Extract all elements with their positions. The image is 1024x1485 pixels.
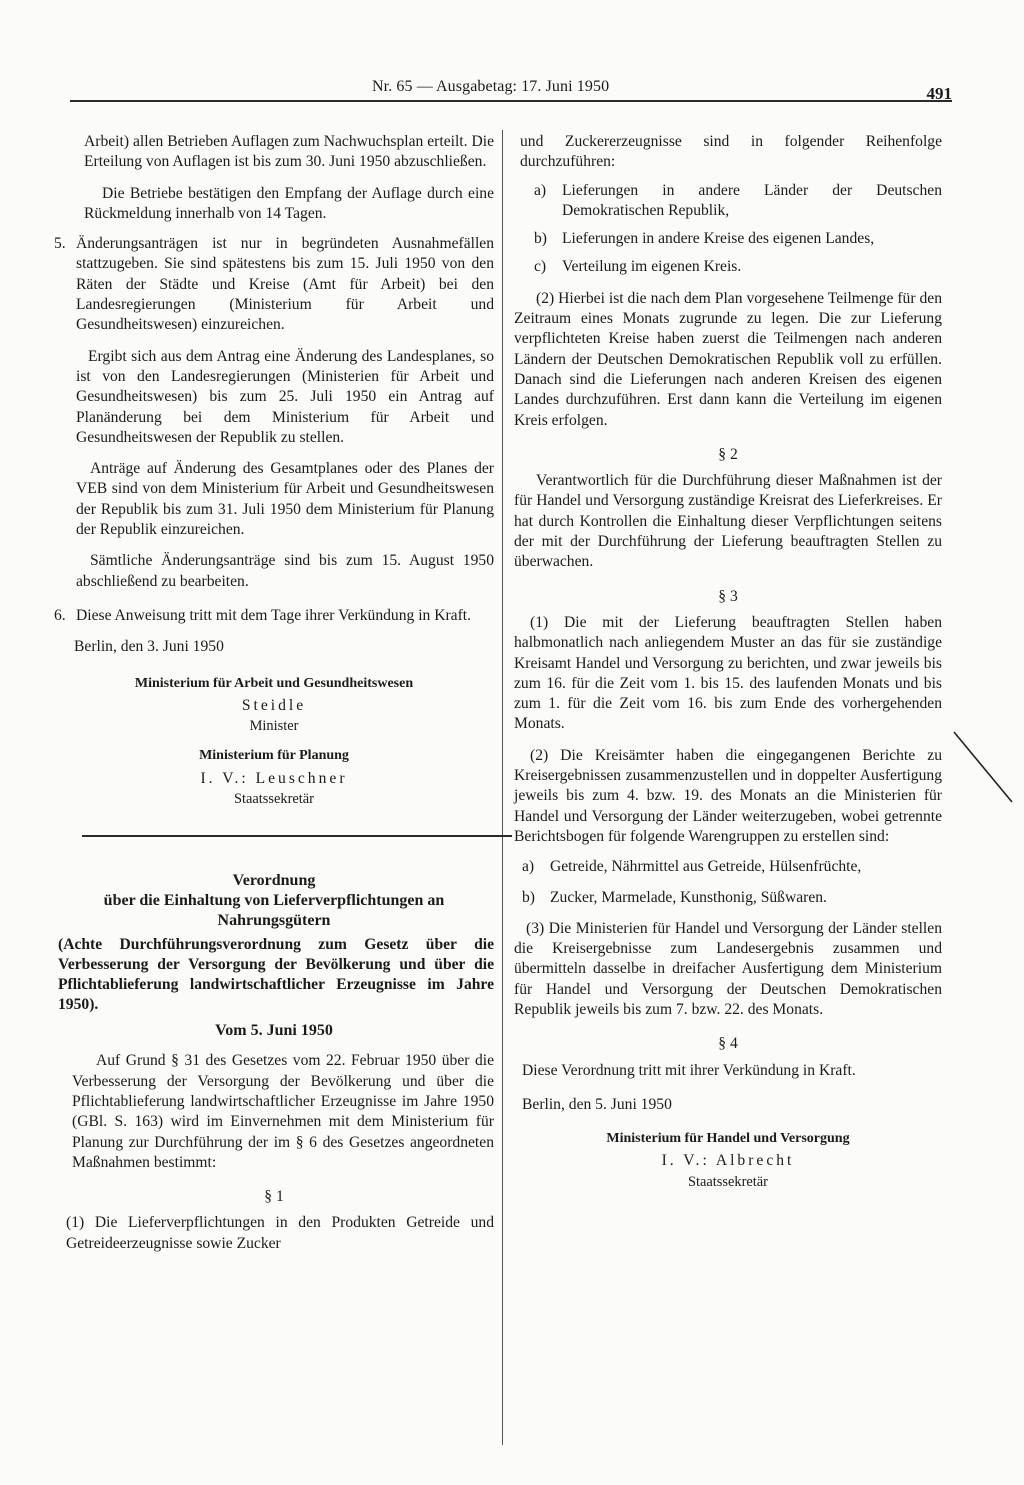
left-paragraph-4: Anträge auf Änderung des Gesamtplanes oder des Planes der VEB sind von dem Ministerium für Arbeit und Gesundheitswesen der Republik bis zum 31. Juli 1950 dem Ministerium für Planung der Republik einzureichen. xyxy=(76,460,494,539)
section-1-heading: § 1 xyxy=(264,1188,284,1206)
signature-role-2: Staatssekretär xyxy=(234,791,314,808)
left-column xyxy=(54,132,494,1254)
item-text: Zucker, Marmelade, Kunsthonig, Süßwaren. xyxy=(550,888,827,906)
pen-stroke-mark xyxy=(950,728,1020,808)
header-rule xyxy=(70,100,952,102)
section-3-paragraph-3: (3) Die Ministerien für Handel und Versorgung der Länder stellen die Kreisergebnisse zum Landesergebnis zusammen und übermitteln dasselbe in dreifacher Ausfertigung dem Ministerium für Handel und Versorgung der Deutschen Demokratischen Republik jeweils bis zum 7. bzw. 22. des Monats. xyxy=(514,919,942,1018)
decree-title: Verordnung xyxy=(232,872,316,890)
signature-org: Ministerium für Handel und Versorgung xyxy=(606,1131,850,1147)
item-number: 5. xyxy=(54,235,66,253)
place-date: Berlin, den 3. Juni 1950 xyxy=(74,638,224,656)
decree-date: Vom 5. Juni 1950 xyxy=(215,1022,333,1040)
right-column xyxy=(514,132,942,1192)
section-1-paragraph-1: (1) Die Lieferverpflichtungen in den Produkten Getreide und Getreideerzeugnisse sowie Zucker xyxy=(66,1214,494,1252)
list-item-b xyxy=(514,229,942,249)
list-item-5 xyxy=(54,234,494,335)
right-paragraph-1: und Zuckererzeugnisse sind in folgender Reihenfolge durchzuführen: xyxy=(520,133,942,171)
list-item-c xyxy=(514,257,942,277)
section-1-paragraph-2: (2) Hierbei ist die nach dem Plan vorgesehene Teilmenge für den Zeitraum eines Monats zugrunde zu legen. Die zur Lieferung verpflichteten Kreise haben zuerst die Teilmengen nach anderen Ländern der Deutschen Demokratischen Republik voll zu erfüllen. Danach sind die Lieferungen nach anderen Kreisen des eigenen Landes durchzuführen. Erst dann kann die Verteilung im eigenen Kreis erfolgen. xyxy=(514,289,942,429)
section-2-paragraph: Verantwortlich für die Durchführung dieser Maßnahmen ist der für Handel und Versorgung zuständige Kreisrat des Lieferkreises. Er hat durch Kontrollen die Einhaltung dieser Verpflichtungen seitens der mit der Durchführung der Lieferung beauftragten Stellen zu überwachen. xyxy=(514,472,942,571)
signature-role-1: Minister xyxy=(249,718,299,735)
signature-org-1: Ministerium für Arbeit und Gesundheitswesen xyxy=(134,675,414,691)
decree-title-2: über die Einhaltung von Lieferverpflichtungen an Nahrungsgütern xyxy=(103,892,445,930)
item-text: Änderungsanträgen ist nur in begründeten Ausnahmefällen stattzugeben. Sie sind spätestens bis zum 15. Juli 1950 von den Räten der Städte und Kreise (Amt für Arbeit) bei den Landesregierungen (Ministerium für Arbeit und Gesundheitswesen) einzureichen. xyxy=(76,235,494,334)
item-text: Lieferungen in andere Länder der Deutschen Demokratischen Republik, xyxy=(562,181,942,219)
signature-name: I. V.: Albrecht xyxy=(661,1152,795,1170)
list-item-6 xyxy=(54,606,494,626)
page-header xyxy=(70,78,952,108)
signature-name-2: I. V.: Leuschner xyxy=(200,769,348,787)
list-item-b xyxy=(514,888,942,908)
section-2-heading: § 2 xyxy=(718,445,738,463)
item-label: c) xyxy=(534,258,547,276)
signature-name-1: Steidle xyxy=(241,696,307,714)
signature-role: Staatssekretär xyxy=(688,1173,768,1190)
item-text: Diese Anweisung tritt mit dem Tage ihrer Verkündung in Kraft. xyxy=(76,606,472,624)
item-number: 6. xyxy=(54,606,66,624)
left-paragraph-5: Sämtliche Änderungsanträge sind bis zum 15. August 1950 abschließend zu bearbeiten. xyxy=(76,552,494,590)
section-3-paragraph-2: (2) Die Kreisämter haben die eingegangenen Berichte zu Kreisergebnissen zusammenzustellen und in doppelter Ausfertigung jeweils bis zum 4. bzw. 19. des Monats an die Ministerien für Handel und Versorgung der Länder weiterzugeben, wobei getrennte Berichtsbogen für folgende Warengruppen zu erstellen sind: xyxy=(514,746,942,845)
left-paragraph-2: Die Betriebe bestätigen den Empfang der Auflage durch eine Rückmeldung innerhalb von 14 Tagen. xyxy=(84,184,494,222)
section-rule xyxy=(82,835,512,837)
list-item-a xyxy=(514,181,942,222)
item-text: Lieferungen in andere Kreise des eigenen Landes, xyxy=(562,230,875,248)
section-4-heading: § 4 xyxy=(718,1035,738,1053)
item-label: b) xyxy=(522,888,535,906)
page-number: 491 xyxy=(926,84,952,103)
column-divider xyxy=(502,130,503,1445)
item-label: a) xyxy=(522,858,535,876)
section-3-paragraph-1: (1) Die mit der Lieferung beauftragten Stellen haben halbmonatlich nach anliegendem Muster an das für sie zuständige Kreisamt Handel und Versorgung zu berichten, und zwar jeweils bis zum 16. für die Zeit vom 1. bis 15. des laufenden Monats und bis zum 1. für die Zeit vom 16. bis zum Ende des vorhergehenden Monats. xyxy=(514,613,942,733)
list-item-a xyxy=(514,857,942,877)
item-label: a) xyxy=(534,181,547,199)
item-text: Getreide, Nährmittel aus Getreide, Hülsenfrüchte, xyxy=(550,858,862,876)
place-date: Berlin, den 5. Juni 1950 xyxy=(522,1095,672,1113)
left-paragraph-1: Arbeit) allen Betrieben Auflagen zum Nachwuchsplan erteilt. Die Erteilung von Auflagen ist bis zum 30. Juni 1950 abzuschließen. xyxy=(84,133,494,171)
issue-line: Nr. 65 — Ausgabetag: 17. Juni 1950 xyxy=(372,78,610,95)
preamble: Auf Grund § 31 des Gesetzes vom 22. Februar 1950 über die Verbesserung der Versorgung der Bevölkerung und über die Pflichtablieferung landwirtschaftlicher Erzeugnisse im Jahre 1950 (GBl. S. 163) wird im Einvernehmen mit dem Ministerium für Planung zur Durchführung der im § 6 des Gesetzes angeordneten Maßnahmen bestimmt: xyxy=(72,1052,494,1171)
section-4-paragraph: Diese Verordnung tritt mit ihrer Verkündung in Kraft. xyxy=(522,1061,856,1079)
item-label: b) xyxy=(534,230,547,248)
section-3-heading: § 3 xyxy=(718,587,738,605)
item-text: Verteilung im eigenen Kreis. xyxy=(562,258,742,276)
signature-org-2: Ministerium für Planung xyxy=(199,748,349,764)
left-paragraph-3: Ergibt sich aus dem Antrag eine Änderung des Landesplanes, so ist von den Landesregierungen (Ministerien für Arbeit und Gesundheitswesen) bis zum 25. Juli 1950 ein Antrag auf Planänderung bei dem Ministerium für Arbeit und Gesundheitswesen der Republik zu stellen. xyxy=(76,347,494,446)
decree-subtitle: (Achte Durchführungsverordnung zum Gesetz über die Verbesserung der Versorgung der Bevölkerung und über die Pflichtablieferung landwirtschaftlicher Erzeugnisse im Jahre 1950). xyxy=(58,936,494,1014)
